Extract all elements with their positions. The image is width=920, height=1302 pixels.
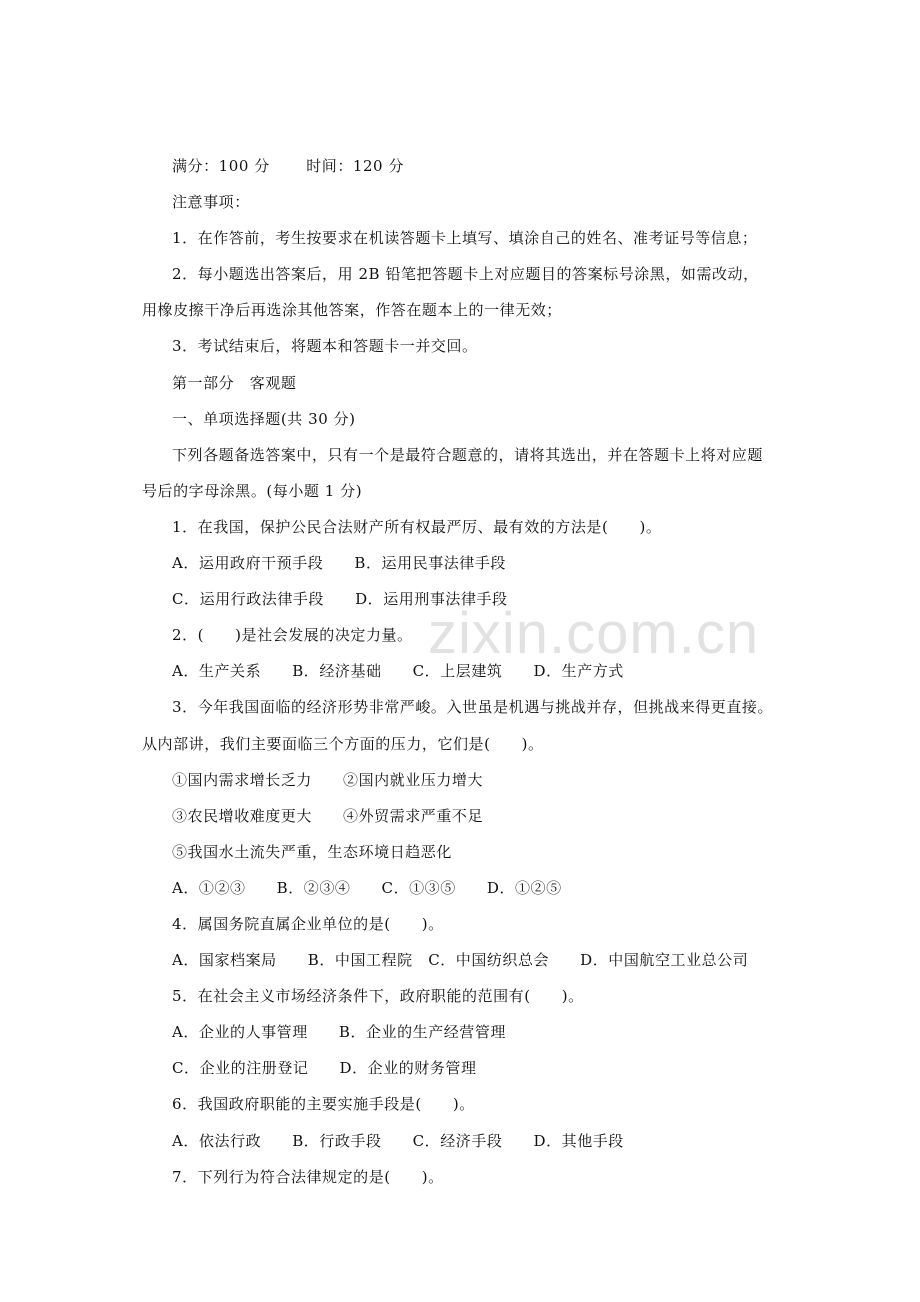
text-line: 3．考试结束后，将题本和答题卡一并交回。 — [172, 337, 478, 356]
text-line: 2．( )是社会发展的决定力量。 — [172, 626, 413, 645]
text-line: A．依法行政 B．行政手段 C．经济手段 D．其他手段 — [172, 1131, 624, 1150]
text-line: 5．在社会主义市场经济条件下，政府职能的范围有( )。 — [172, 987, 584, 1006]
text-line: A．生产关系 B．经济基础 C．上层建筑 D．生产方式 — [172, 662, 624, 681]
text-line: 满分：100 分 时间：120 分 — [172, 157, 405, 175]
text-line: 用橡皮擦干净后再选涂其他答案，作答在题本上的一律无效； — [142, 301, 562, 320]
text-line: 号后的字母涂黑。(每小题 1 分) — [142, 481, 363, 500]
text-line: 从内部讲，我们主要面临三个方面的压力，它们是( )。 — [142, 734, 544, 753]
text-line: ①国内需求增长乏力 ②国内就业压力增大 — [172, 770, 484, 789]
text-line: 3．今年我国面临的经济形势非常严峻。入世虽是机遇与挑战并存，但挑战来得更直接。 — [172, 698, 773, 717]
text-line: 注意事项： — [172, 193, 250, 212]
text-line: 一、单项选择题(共 30 分) — [172, 409, 356, 428]
text-line: ⑤我国水土流失严重，生态环境日趋恶化 — [172, 842, 452, 861]
text-line: ③农民增收难度更大 ④外贸需求严重不足 — [172, 806, 484, 825]
text-line: A．①②③ B．②③④ C．①③⑤ D．①②⑤ — [172, 878, 562, 897]
text-line: C．运用行政法律手段 D．运用刑事法律手段 — [172, 590, 508, 609]
text-line: 1．在作答前，考生按要求在机读答题卡上填写、填涂自己的姓名、准考证号等信息； — [172, 229, 758, 248]
text-line: C．企业的注册登记 D．企业的财务管理 — [172, 1059, 477, 1078]
text-line: A．企业的人事管理 B．企业的生产经营管理 — [172, 1023, 506, 1042]
text-line: 1．在我国，保护公民合法财产所有权最严厉、最有效的方法是( )。 — [172, 517, 662, 536]
text-line: 4．属国务院直属企业单位的是( )。 — [172, 914, 444, 933]
text-line: 2．每小题选出答案后，用 2B 铅笔把答题卡上对应题目的答案标号涂黑，如需改动， — [172, 265, 759, 284]
document-page — [0, 148, 920, 1195]
text-line: 7．下列行为符合法律规定的是( )。 — [172, 1167, 444, 1186]
text-line: A．国家档案局 B．中国工程院 C．中国纺织总会 D．中国航空工业总公司 — [172, 951, 749, 970]
text-line: 第一部分 客观题 — [172, 373, 297, 392]
text-line: 6．我国政府职能的主要实施手段是( )。 — [172, 1095, 475, 1114]
text-line: A．运用政府干预手段 B．运用民事法律手段 — [172, 554, 506, 573]
watermark: zixin.com.cn — [428, 601, 760, 666]
text-line: 下列各题备选答案中，只有一个是最符合题意的，请将其选出，并在答题卡上将对应题 — [172, 445, 763, 464]
